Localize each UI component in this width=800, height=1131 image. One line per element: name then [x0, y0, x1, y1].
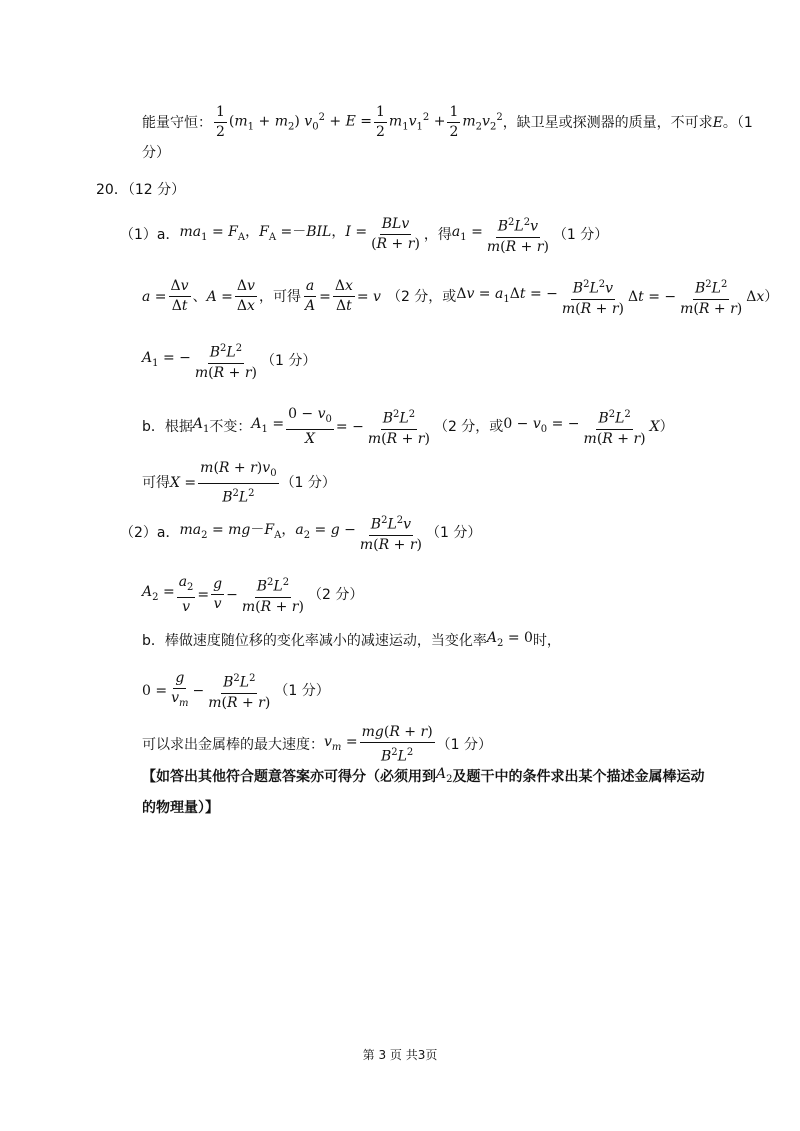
fraction-a-A: $\frac{a}{A}$	[304, 278, 316, 315]
part2-b-line: b．棒做速度随位移的变化率减小的减速运动，当变化率 $A_2 = 0$ 时，	[142, 630, 561, 649]
fraction-B2L2: $\frac{B^2L^2}{m(R + r)}$	[582, 406, 648, 448]
score-text: （1 分）	[260, 352, 317, 369]
energy-label: 能量守恒：	[142, 114, 212, 131]
energy-continuation: 分）	[142, 145, 170, 161]
part1-a-eqs: $ma_1 = F_A$，$F_A =-BIL$，I =	[179, 223, 368, 243]
fraction-g-v: $\frac{g}{v}$	[213, 576, 223, 613]
score-text: （2 分）	[307, 586, 364, 603]
score-text: （1 分）	[274, 682, 330, 699]
page-footer: 第 3 页 共3页	[362, 1048, 438, 1062]
energy-rhs2: $m_2v_2^2$	[462, 111, 503, 133]
energy-rhs1: $m_1v_1^2$ +	[388, 111, 446, 133]
score-text: （1 分）	[425, 524, 482, 541]
fraction-half: $\frac{1}{2}$	[376, 104, 385, 140]
part1-definitions-line: a = $\frac{\Delta v}{\Delta t}$ 、 A = $\frac{\Delta v}{\Delta x}$ ，可得 $\frac{a}{A}$ = $\frac{\Delta x}{\Delta t}$ = v （2 分，或 $\Delta v = a_1\Delta t$ = − $\frac{B^2L^2v}{m(R + r)}$ Δt = − $\frac{B^2L^2}{m(R + r)}$ Δx ）	[142, 276, 778, 318]
fraction-B2L2: $\frac{B^2L^2}{m(R + r)}$	[240, 574, 306, 616]
energy-conservation-line: 能量守恒： $\frac{1}{2}$ $(m_1 + m_2) v_0^2 + E$ = $\frac{1}{2}$ $m_1v_1^2$ + $\frac{1}{2}$ $m_2v_2^2$ ，缺卫星或探测器的质量，不可求 E 。（1	[142, 104, 753, 140]
fraction-0-v0-X: $\frac{0 - v_0}{X}$	[288, 406, 332, 447]
fraction-X: $\frac{m(R + r)v_0}{B^2L^2}$	[200, 460, 277, 506]
close-paren: ）	[659, 418, 674, 435]
close-paren: ）	[764, 288, 779, 305]
fraction-dv-dx: $\frac{\Delta v}{\Delta x}$	[236, 278, 255, 315]
part2-a-line: （2）a． $ma_2 = mg-F_A$，$a_2 = g$ − $\frac{B^2L^2v}{m(R + r)}$ （1 分）	[120, 512, 481, 554]
fraction-half: $\frac{1}{2}$	[216, 104, 225, 140]
part1-X-line: 可得 X = $\frac{m(R + r)v_0}{B^2L^2}$ （1 分）	[142, 460, 336, 506]
grading-note-text-b: 及题干中的条件求出某个描述金属棒运动	[452, 768, 705, 785]
fraction-current: $\frac{\text{BLv}}{(R + r)}$	[371, 216, 420, 253]
part1-a-line: （1）a． $ma_1 = F_A$，$F_A =-BIL$，I = $\frac{\text{BLv}}{(R + r)}$ ，得 $a_1$ = $\frac{B^2L^2v}{m(R + r)}$ （1 分）	[120, 214, 608, 256]
part1-A1-line: $A_1$ = − $\frac{B^2L^2}{m(R + r)}$ （1 分）	[142, 340, 316, 382]
fraction-B2L2: $\frac{B^2L^2}{m(R + r)}$	[193, 340, 259, 382]
fraction-a1: $\frac{B^2L^2v}{m(R + r)}$	[485, 214, 551, 256]
fraction-g-vm: $\frac{g}{v_m}$	[171, 670, 189, 709]
fraction-dv-dt: $\frac{\Delta v}{\Delta t}$	[170, 278, 189, 315]
fraction-B2L2: $\frac{B^2L^2}{m(R + r)}$	[678, 276, 744, 318]
part2-vm-line: 可以求出金属棒的最大速度： $v_m$ = $\frac{mg(R + r)}{B^2L^2}$ （1 分）	[142, 724, 493, 765]
fraction-B2L2v: $\frac{B^2L^2v}{m(R + r)}$	[358, 512, 424, 554]
fraction-B2L2: $\frac{B^2L^2}{m(R + r)}$	[206, 670, 272, 712]
part1-get-text: ，得	[423, 226, 452, 243]
score-text: （2 分，或	[386, 288, 457, 305]
grading-note-text-a: 【如答出其他符合题意答案亦可得分（必须用到	[142, 768, 436, 785]
score-text: （1 分）	[436, 736, 493, 753]
part2-b-text-end: 时，	[532, 632, 561, 649]
energy-note: ，缺卫星或探测器的质量，不可求	[502, 114, 713, 131]
question-20-title: 20．（12 分）	[96, 182, 186, 198]
part2-a-label: （2）a．	[120, 524, 180, 541]
part1-b-line: b．根据 $A_1$ 不变： $A_1$ = $\frac{0 - v_0}{X}$ = − $\frac{B^2L^2}{m(R + r)}$ （2 分，或 $0 - v_0$ = − $\frac{B^2L^2}{m(R + r)}$ X ）	[142, 406, 674, 447]
score-text: （1 分）	[552, 226, 609, 243]
fraction-dx-dt: $\frac{\Delta x}{\Delta t}$	[334, 278, 353, 315]
grading-note-line2: 的物理量）】	[142, 800, 219, 816]
energy-note-end: 。（1	[722, 114, 753, 131]
part2-zero-line: 0 = $\frac{g}{v_m}$ − $\frac{B^2L^2}{m(R + r)}$ （1 分）	[142, 670, 330, 711]
fraction-a2-v: $\frac{a_2}{v}$	[178, 574, 194, 615]
grading-note-line1: 【如答出其他符合题意答案亦可得分（必须用到 $A_2$ 及题干中的条件求出某个描述金属棒运动	[142, 766, 705, 785]
part1-a-label: （1）a．	[120, 226, 180, 243]
part2-b-text: b．棒做速度随位移的变化率减小的减速运动，当变化率	[142, 632, 487, 649]
part1-b-label: b．根据	[142, 418, 193, 435]
part2-A2-line: $A_2$ = $\frac{a_2}{v}$ = $\frac{g}{v}$ − $\frac{B^2L^2}{m(R + r)}$ （2 分）	[142, 574, 364, 615]
part2-vm-prefix: 可以求出金属棒的最大速度：	[142, 736, 324, 753]
score-text: （1 分）	[280, 475, 336, 492]
fraction-B2L2v: $\frac{B^2L^2v}{m(R + r)}$	[560, 276, 626, 318]
energy-lhs: $(m_1 + m_2) v_0^2 + E$ =	[228, 111, 372, 133]
fraction-B2L2: $\frac{B^2L^2}{m(R + r)}$	[366, 406, 432, 448]
part1-b-unchanged: 不变：	[209, 418, 252, 435]
score-text: （2 分，或	[433, 418, 504, 435]
fraction-vm: $\frac{mg(R + r)}{B^2L^2}$	[361, 724, 433, 765]
part1-kede-text: ，可得	[258, 288, 301, 305]
part1-X-prefix: 可得	[142, 475, 170, 492]
fraction-half: $\frac{1}{2}$	[449, 104, 459, 140]
